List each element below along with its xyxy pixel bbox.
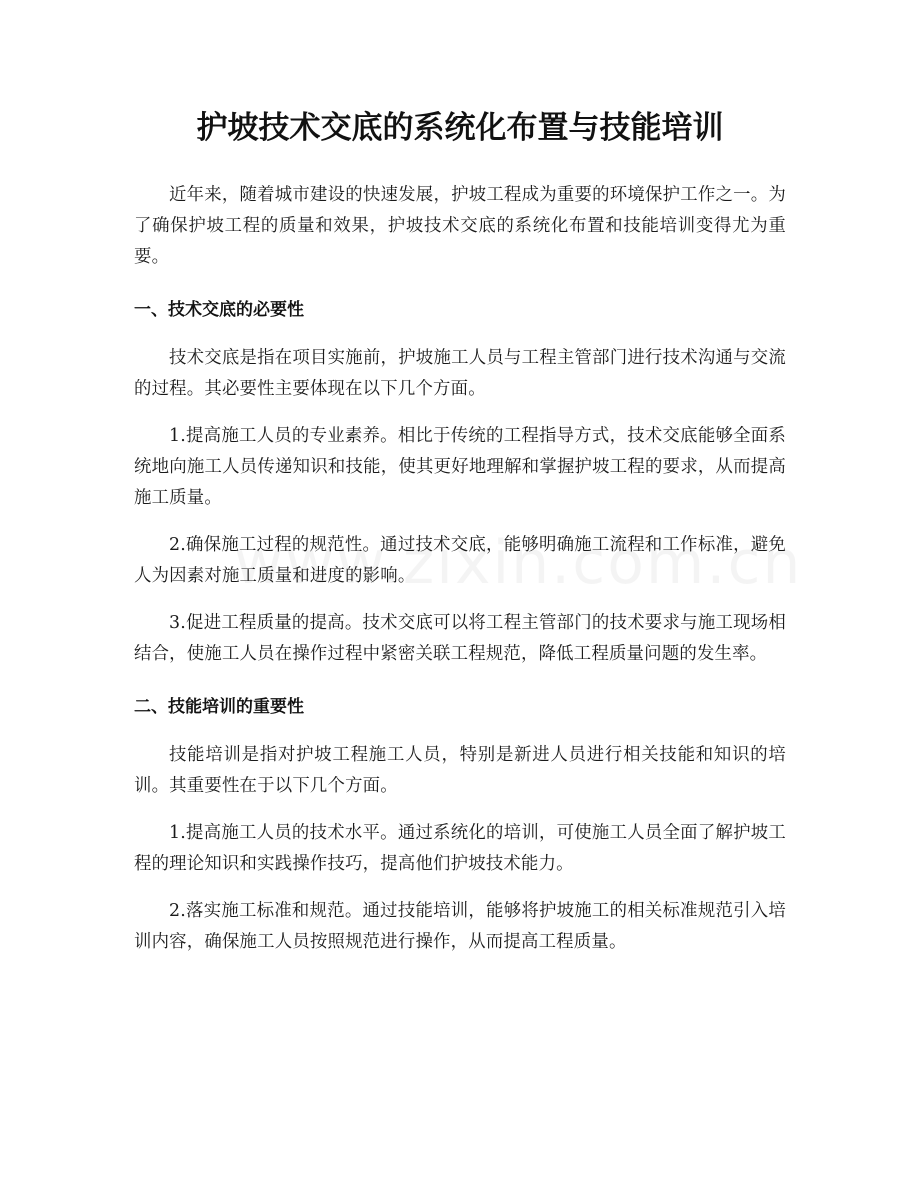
section-heading-2: 二、技能培训的重要性 — [134, 697, 304, 717]
section-heading-1: 一、技术交底的必要性 — [134, 300, 304, 320]
section-1-paragraph-4: 3.促进工程质量的提高。技术交底可以将工程主管部门的技术要求与施工现场相结合，使施工人员在操作过程中紧密关联工程规范，降低工程质量问题的发生率。 — [134, 613, 786, 664]
section-1-paragraph-3: 2.确保施工过程的规范性。通过技术交底，能够明确施工流程和工作标准，避免人为因素对施工质量和进度的影响。 — [134, 535, 786, 586]
section-2-paragraph-1: 技能培训是指对护坡工程施工人员，特别是新进人员进行相关技能和知识的培训。其重要性在于以下几个方面。 — [134, 745, 786, 796]
section-1-paragraph-2: 1.提高施工人员的专业素养。相比于传统的工程指导方式，技术交底能够全面系统地向施工人员传递知识和技能，使其更好地理解和掌握护坡工程的要求，从而提高施工质量。 — [134, 426, 786, 508]
document-body — [134, 180, 786, 974]
section-2-paragraph-3: 2.落实施工标准和规范。通过技能培训，能够将护坡施工的相关标准规范引入培训内容，确保施工人员按照规范进行操作，从而提高工程质量。 — [134, 901, 786, 952]
section-2-paragraph-2: 1.提高施工人员的技术水平。通过系统化的培训，可使施工人员全面了解护坡工程的理论知识和实践操作技巧，提高他们护坡技术能力。 — [134, 823, 786, 874]
intro-paragraph: 近年来，随着城市建设的快速发展，护坡工程成为重要的环境保护工作之一。为了确保护坡工程的质量和效果，护坡技术交底的系统化布置和技能培训变得尤为重要。 — [134, 185, 786, 267]
document-title: 护坡技术交底的系统化布置与技能培训 — [196, 110, 724, 146]
section-1-paragraph-1: 技术交底是指在项目实施前，护坡施工人员与工程主管部门进行技术沟通与交流的过程。其必要性主要体现在以下几个方面。 — [134, 348, 786, 399]
